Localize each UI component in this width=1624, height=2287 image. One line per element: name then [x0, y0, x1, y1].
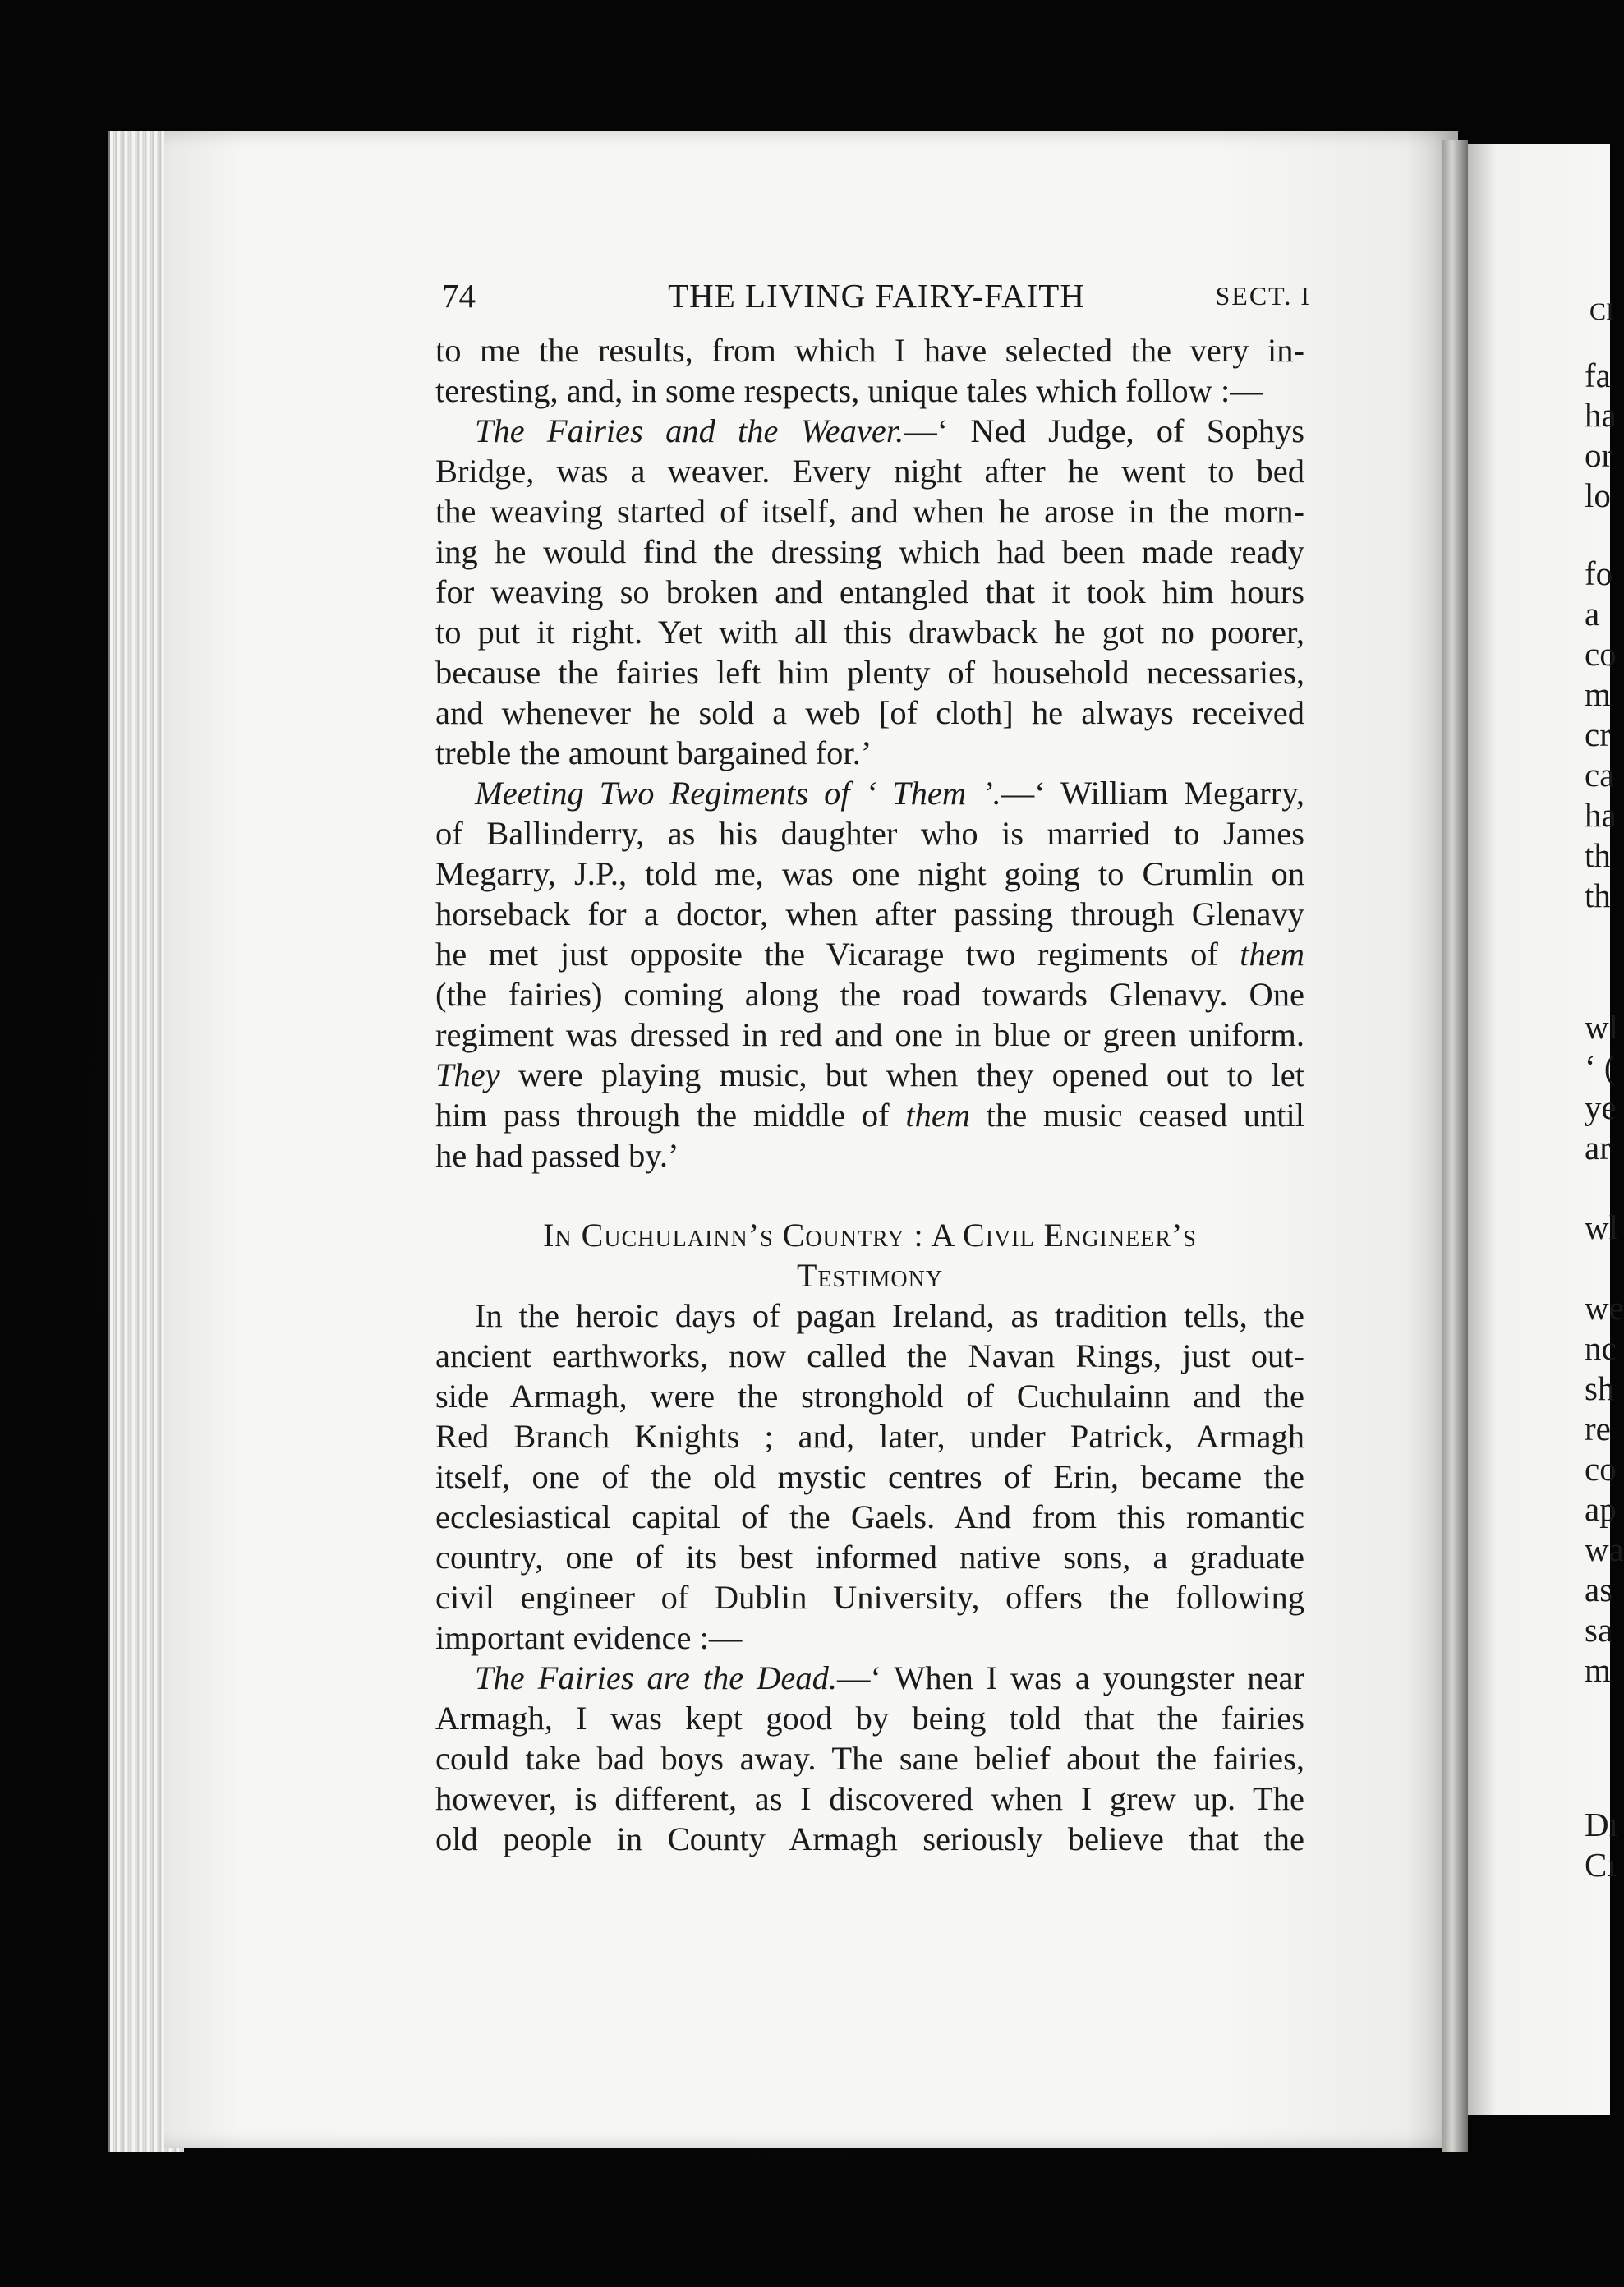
section-spacer [435, 1176, 1304, 1215]
story-heading-line: The Fairies are the Dead.—‘ When I was a youngster near [475, 1659, 1304, 1696]
text-line: Megarry, J.P., told me, was one night going to Crumlin on [435, 855, 1304, 892]
text-line: side Armagh, were the stronghold of Cuchulainn and the [435, 1378, 1304, 1415]
text-line: he met just opposite the Vicarage two regiments of them [435, 936, 1304, 973]
text-line: In the heroic days of pagan Ireland, as tradition tells, the [475, 1297, 1304, 1334]
text-line: ancient earthworks, now called the Navan Rings, just out- [435, 1337, 1304, 1374]
text-line: of Ballinderry, as his daughter who is married to James [435, 815, 1304, 852]
text-line: because the fairies left him plenty of household necessaries, [435, 654, 1304, 691]
facing-fragment: ar [1585, 1129, 1611, 1167]
facing-fragment: or [1585, 436, 1613, 474]
text-line: They were playing music, but when they opened out to let [435, 1056, 1304, 1093]
facing-fragment: Dı [1585, 1806, 1618, 1843]
facing-fragment: sh [1585, 1369, 1615, 1407]
section-heading: Testimony [796, 1257, 944, 1294]
facing-fragment: co [1585, 635, 1617, 673]
text-line: could take bad boys away. The sane belief about the fairies, [435, 1740, 1304, 1777]
facing-fragment: sa [1585, 1611, 1613, 1649]
text-line: for weaving so broken and entangled that it took him hours [435, 573, 1304, 610]
text-line: and whenever he sold a web [of cloth] he always received [435, 694, 1304, 731]
facing-fragment: co [1585, 1450, 1617, 1488]
story-title: The Fairies and the Weaver. [475, 412, 904, 449]
facing-fragment: re [1585, 1410, 1611, 1447]
text-line: country, one of its best informed native sons, a graduate [435, 1539, 1304, 1576]
story-heading-line: The Fairies and the Weaver.—‘ Ned Judge, of Sophys [475, 412, 1304, 449]
facing-fragment: ha [1585, 396, 1617, 434]
page-number: 74 [442, 277, 476, 315]
text-line: to put it right. Yet with all this drawback he got no poorer, [435, 614, 1304, 651]
facing-fragment: ‘ ( [1585, 1048, 1616, 1086]
facing-fragment: as [1585, 1571, 1613, 1608]
text-line: however, is different, as I discovered when I grew up. The [435, 1780, 1304, 1817]
book-gutter [1442, 140, 1468, 2152]
facing-fragment: wl [1585, 1008, 1618, 1046]
text-line: ecclesiastical capital of the Gaels. And from this romantic [435, 1498, 1304, 1535]
section-label: SECT. I [1215, 281, 1311, 311]
text-line: Red Branch Knights ; and, later, under Patrick, Armagh [435, 1418, 1304, 1455]
text-line: important evidence :— [435, 1619, 743, 1656]
story-title: Meeting Two Regiments of ‘ Them ’. [475, 775, 1001, 812]
text-line: treble the amount bargained for.’ [435, 734, 872, 771]
text-line: him pass through the middle of them the music ceased until [435, 1097, 1305, 1134]
text-line: to me the results, from which I have selected the very in- [435, 332, 1304, 369]
facing-page [1468, 144, 1624, 2115]
facing-fragment: m [1585, 1651, 1611, 1689]
text-line: Bridge, was a weaver. Every night after he went to bed [435, 453, 1304, 490]
facing-fragment: wl [1585, 1208, 1618, 1246]
story-title: The Fairies are the Dead. [475, 1659, 837, 1696]
facing-fragment: ha [1585, 796, 1617, 834]
text-line: regiment was dressed in red and one in blue or green uniform. [435, 1016, 1304, 1053]
text-line: he had passed by.’ [435, 1137, 679, 1174]
text-line: the weaving started of itself, and when he arose in the morn- [435, 493, 1304, 530]
facing-fragment: a [1585, 595, 1600, 633]
facing-fragment: ap [1585, 1490, 1617, 1528]
facing-fragment: fo [1585, 554, 1613, 592]
text-line: ing he would find the dressing which had been made ready [435, 533, 1304, 570]
facing-fragment: th [1585, 836, 1611, 874]
running-title: THE LIVING FAIRY-FAITH [668, 277, 1085, 315]
facing-fragment: ca [1585, 756, 1615, 794]
facing-fragment: th [1585, 877, 1611, 914]
section-heading: In Cuchulainn’s Country : A Civil Engineer’s [543, 1217, 1197, 1254]
facing-fragment: CI [1589, 298, 1614, 325]
text-line: teresting, and, in some respects, unique tales which follow :— [435, 372, 1263, 409]
facing-fragment: Cı [1585, 1846, 1617, 1884]
facing-fragment: we [1585, 1289, 1624, 1327]
text-line: Armagh, I was kept good by being told that the fairies [435, 1700, 1304, 1737]
story-heading-line: Meeting Two Regiments of ‘ Them ’.—‘ William Megarry, [475, 775, 1304, 812]
facing-fragment: cr [1585, 716, 1611, 753]
facing-fragment: wa [1585, 1530, 1624, 1568]
text-line: itself, one of the old mystic centres of Erin, became the [435, 1458, 1304, 1495]
text-line: horseback for a doctor, when after passing through Glenavy [435, 895, 1304, 932]
facing-fragment: fa [1585, 357, 1611, 394]
facing-fragment: nc [1585, 1329, 1617, 1367]
text-line: old people in County Armagh seriously believe that the [435, 1820, 1304, 1857]
facing-fragment: lo [1585, 476, 1611, 514]
text-line: (the fairies) coming along the road towards Glenavy. One [435, 976, 1304, 1013]
facing-fragment: m [1585, 675, 1611, 713]
body-text [435, 330, 1304, 1859]
running-header [442, 276, 1311, 317]
text-line: civil engineer of Dublin University, offers the following [435, 1579, 1304, 1616]
facing-fragment: ye [1585, 1088, 1617, 1126]
